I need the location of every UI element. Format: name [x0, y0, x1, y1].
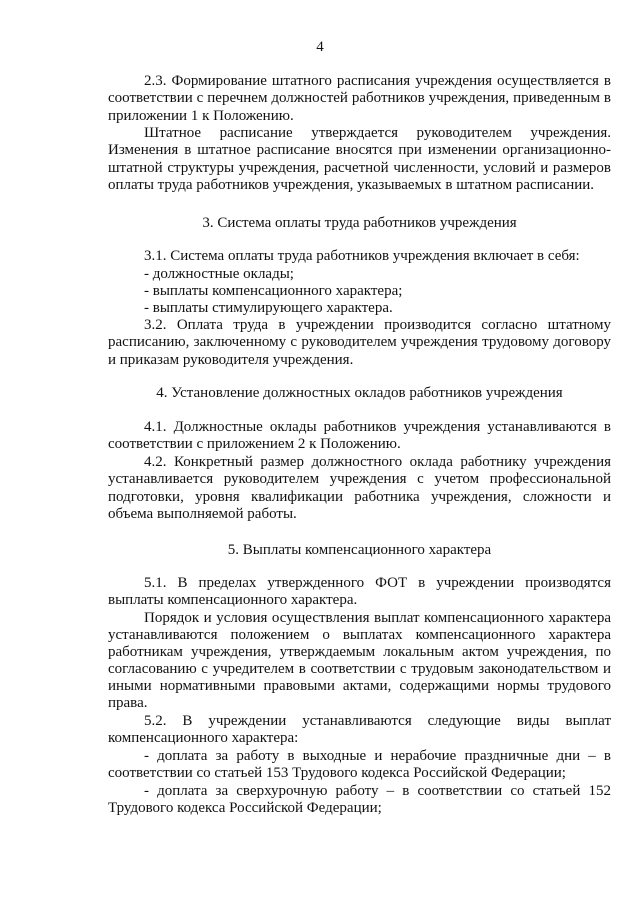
list-item: - выплаты стимулирующего характера. — [144, 300, 393, 316]
paragraph-3-1: 3.1. Система оплаты труда работников учреждения включает в себя: — [144, 248, 580, 264]
paragraph-5-1-order: Порядок и условия осуществления выплат компенсационного характера устанавливаются положением о выплатах компенсационного характера работникам учреждения, утверждаемым локальным актом учреждения, по согласованию с учредителем в соответствии с трудовым законодательством и иными нормативными правовыми актами, содержащими нормы трудового права. — [108, 610, 611, 711]
paragraph-4-2: 4.2. Конкретный размер должностного оклада работнику учреждения устанавливается руководителем учреждения с учетом профессиональной подготовки, уровня квалификации работника учреждения, сложности и объема выполняемой работы. — [108, 454, 611, 523]
paragraph-5-2: 5.2. В учреждении устанавливаются следующие виды выплат компенсационного характера: — [108, 713, 611, 747]
section-heading-5: 5. Выплаты компенсационного характера — [227, 542, 492, 558]
page-number: 4 — [316, 39, 324, 55]
paragraph-3-2: 3.2. Оплата труда в учреждении производится согласно штатному расписанию, заключенному с руководителем учреждения трудовому договору и приказам руководителя учреждения. — [108, 317, 611, 368]
paragraph-2-3-staffing-schedule: Штатное расписание утверждается руководителем учреждения. Изменения в штатное расписание вносятся при изменении организационно-штатной структуры учреждения, расчетной численности, условий и размеров оплаты труда работников учреждения, указываемых в штатном расписании. — [108, 125, 611, 194]
paragraph-4-1: 4.1. Должностные оклады работников учреждения устанавливаются в соответствии с приложением 2 к Положению. — [108, 419, 611, 453]
list-item: - выплаты компенсационного характера; — [144, 283, 403, 299]
paragraph-5-1: 5.1. В пределах утвержденного ФОТ в учреждении производятся выплаты компенсационного характера. — [108, 575, 611, 609]
list-item: - должностные оклады; — [144, 266, 294, 282]
section-heading-3: 3. Система оплаты труда работников учреждения — [202, 215, 517, 231]
section-heading-4: 4. Установление должностных окладов работников учреждения — [156, 385, 563, 401]
paragraph-5-2-overtime-pay: - доплата за сверхурочную работу – в соответствии со статьей 152 Трудового кодекса Российской Федерации; — [108, 783, 611, 817]
paragraph-5-2-weekend-pay: - доплата за работу в выходные и нерабочие праздничные дни – в соответствии со статьей 153 Трудового кодекса Российской Федерации; — [108, 748, 611, 782]
paragraph-2-3: 2.3. Формирование штатного расписания учреждения осуществляется в соответствии с перечнем должностей работников учреждения, приведенным в приложении 1 к Положению. — [108, 73, 611, 124]
